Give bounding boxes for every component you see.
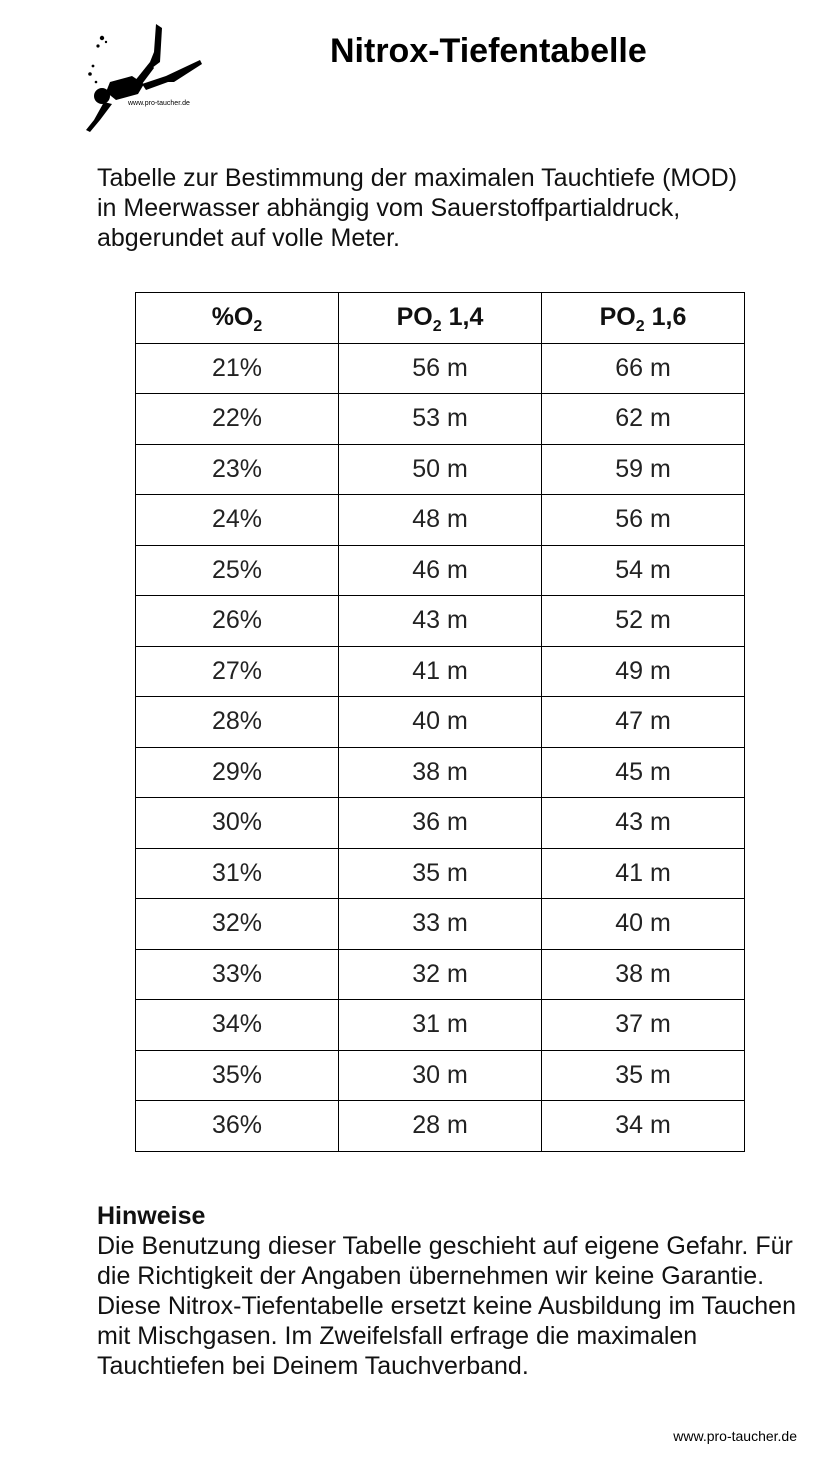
- table-row: [136, 394, 745, 445]
- table-row: [136, 1050, 745, 1101]
- cell-o2-percent: 33%: [136, 949, 339, 1000]
- table-row: [136, 1000, 745, 1051]
- notes-section: [97, 1201, 797, 1381]
- cell-o2-percent: 26%: [136, 596, 339, 647]
- cell-mod-po2-16: 40 m: [542, 899, 745, 950]
- cell-o2-percent: 22%: [136, 394, 339, 445]
- cell-mod-po2-14: 33 m: [339, 899, 542, 950]
- cell-o2-percent: 24%: [136, 495, 339, 546]
- table-row: [136, 697, 745, 748]
- cell-mod-po2-16: 62 m: [542, 394, 745, 445]
- notes-body: Die Benutzung dieser Tabelle geschieht auf eigene Gefahr. Für die Richtigkeit der Angaben übernehmen wir keine Garantie. Diese Nitrox-Tiefentabelle ersetzt keine Ausbildung im Tauchen mit Mischgasen. Im Zweifelsfall erfrage die maximalen Tauchtiefen bei Deinem Tauchverband.: [97, 1232, 796, 1380]
- table-row: [136, 747, 745, 798]
- cell-mod-po2-14: 41 m: [339, 646, 542, 697]
- cell-o2-percent: 23%: [136, 444, 339, 495]
- table-header-row: [136, 293, 745, 344]
- header-text: PO: [599, 303, 636, 332]
- cell-mod-po2-16: 45 m: [542, 747, 745, 798]
- table-row: [136, 444, 745, 495]
- cell-o2-percent: 30%: [136, 798, 339, 849]
- cell-mod-po2-14: 31 m: [339, 1000, 542, 1051]
- cell-mod-po2-14: 43 m: [339, 596, 542, 647]
- page-title: Nitrox-Tiefentabelle: [330, 32, 647, 70]
- cell-mod-po2-14: 36 m: [339, 798, 542, 849]
- table-row: [136, 1101, 745, 1152]
- cell-mod-po2-16: 49 m: [542, 646, 745, 697]
- logo-text: www.pro-taucher.de: [128, 100, 190, 107]
- cell-mod-po2-16: 66 m: [542, 343, 745, 394]
- cell-o2-percent: 34%: [136, 1000, 339, 1051]
- cell-o2-percent: 28%: [136, 697, 339, 748]
- intro-text: Tabelle zur Bestimmung der maximalen Tauchtiefe (MOD) in Meerwasser abhängig vom Sauerstoffpartialdruck, abgerundet auf volle Meter.: [97, 164, 738, 252]
- cell-mod-po2-16: 47 m: [542, 697, 745, 748]
- notes-heading: Hinweise: [97, 1202, 206, 1230]
- cell-mod-po2-16: 38 m: [542, 949, 745, 1000]
- table-row: [136, 949, 745, 1000]
- cell-o2-percent: 36%: [136, 1101, 339, 1152]
- cell-mod-po2-14: 56 m: [339, 343, 542, 394]
- cell-o2-percent: 27%: [136, 646, 339, 697]
- mod-table: [135, 292, 745, 1152]
- cell-mod-po2-16: 37 m: [542, 1000, 745, 1051]
- cell-mod-po2-14: 28 m: [339, 1101, 542, 1152]
- cell-o2-percent: 31%: [136, 848, 339, 899]
- header-subscript: 2: [635, 318, 645, 336]
- cell-mod-po2-16: 56 m: [542, 495, 745, 546]
- cell-mod-po2-16: 43 m: [542, 798, 745, 849]
- header-o2-percent: [136, 293, 339, 344]
- cell-o2-percent: 21%: [136, 343, 339, 394]
- diver-silhouette-icon: [82, 22, 208, 134]
- header-text-rest: 1,4: [441, 303, 484, 332]
- cell-mod-po2-14: 50 m: [339, 444, 542, 495]
- cell-mod-po2-16: 34 m: [542, 1101, 745, 1152]
- cell-o2-percent: 25%: [136, 545, 339, 596]
- cell-mod-po2-14: 46 m: [339, 545, 542, 596]
- cell-mod-po2-16: 52 m: [542, 596, 745, 647]
- cell-mod-po2-14: 35 m: [339, 848, 542, 899]
- table-row: [136, 343, 745, 394]
- cell-mod-po2-16: 59 m: [542, 444, 745, 495]
- footer-url: www.pro-taucher.de: [673, 1428, 797, 1444]
- cell-o2-percent: 35%: [136, 1050, 339, 1101]
- table-row: [136, 495, 745, 546]
- cell-mod-po2-14: 48 m: [339, 495, 542, 546]
- cell-mod-po2-16: 54 m: [542, 545, 745, 596]
- cell-o2-percent: 29%: [136, 747, 339, 798]
- header-text-rest: 1,6: [644, 303, 687, 332]
- header-text: %O: [211, 303, 254, 332]
- table-row: [136, 545, 745, 596]
- header-po2-16: [542, 293, 745, 344]
- cell-o2-percent: 32%: [136, 899, 339, 950]
- cell-mod-po2-14: 53 m: [339, 394, 542, 445]
- header-subscript: 2: [253, 318, 263, 336]
- cell-mod-po2-16: 35 m: [542, 1050, 745, 1101]
- cell-mod-po2-14: 38 m: [339, 747, 542, 798]
- header-po2-14: [339, 293, 542, 344]
- table-row: [136, 646, 745, 697]
- cell-mod-po2-14: 40 m: [339, 697, 542, 748]
- table-row: [136, 596, 745, 647]
- table-row: [136, 848, 745, 899]
- table-row: [136, 899, 745, 950]
- logo: [82, 22, 208, 134]
- cell-mod-po2-16: 41 m: [542, 848, 745, 899]
- cell-mod-po2-14: 32 m: [339, 949, 542, 1000]
- header-subscript: 2: [432, 318, 442, 336]
- header-text: PO: [396, 303, 433, 332]
- table-row: [136, 798, 745, 849]
- cell-mod-po2-14: 30 m: [339, 1050, 542, 1101]
